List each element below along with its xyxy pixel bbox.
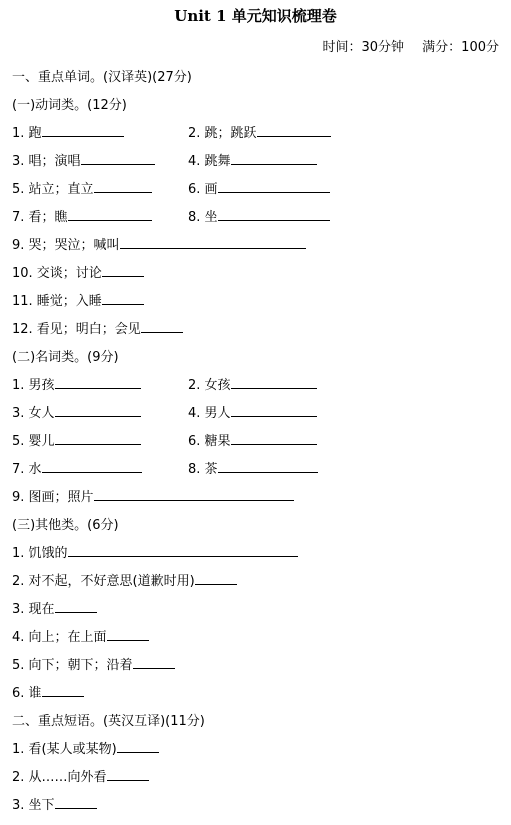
question-item: 4. 跳舞: [188, 150, 317, 169]
question-item: 2. 跳；跳跃: [188, 122, 331, 141]
nouns-heading: (二)名词类。(9分): [12, 350, 119, 365]
answer-blank[interactable]: [94, 488, 294, 501]
answer-blank[interactable]: [218, 460, 318, 473]
time-limit: 时间：30分钟: [322, 40, 405, 55]
answer-blank[interactable]: [218, 208, 330, 221]
question-item: 1. 跑: [12, 122, 124, 141]
answer-blank[interactable]: [231, 152, 317, 165]
question-item: 6. 画: [188, 178, 330, 197]
answer-blank[interactable]: [195, 572, 237, 585]
answer-blank[interactable]: [42, 684, 84, 697]
answer-blank[interactable]: [68, 208, 152, 221]
answer-blank[interactable]: [81, 152, 155, 165]
answer-blank[interactable]: [55, 432, 141, 445]
answer-blank[interactable]: [42, 460, 142, 473]
answer-blank[interactable]: [231, 376, 317, 389]
answer-blank[interactable]: [55, 404, 141, 417]
question-item: 3. 唱；演唱: [12, 150, 155, 169]
answer-blank[interactable]: [94, 180, 152, 193]
question-item: 6. 谁: [12, 682, 84, 701]
answer-blank[interactable]: [55, 376, 141, 389]
question-item: 4. 向上；在上面: [12, 626, 149, 645]
question-item: 12. 看见；明白；会见: [12, 318, 183, 337]
answer-blank[interactable]: [133, 656, 175, 669]
question-item: 3. 女人: [12, 402, 141, 421]
answer-blank[interactable]: [102, 264, 144, 277]
page-title: Unit 1 单元知识梳理卷: [174, 7, 337, 25]
question-item: 6. 糖果: [188, 430, 317, 449]
question-item: 1. 男孩: [12, 374, 141, 393]
question-item: 11. 睡觉；入睡: [12, 290, 144, 309]
question-item: 8. 坐: [188, 206, 330, 225]
section-2-heading: 二、重点短语。(英汉互译)(11分): [12, 714, 205, 729]
answer-blank[interactable]: [55, 796, 97, 809]
answer-blank[interactable]: [117, 740, 159, 753]
question-item: 10. 交谈；讨论: [12, 262, 144, 281]
question-item: 5. 婴儿: [12, 430, 141, 449]
answer-blank[interactable]: [257, 124, 331, 137]
question-item: 5. 向下；朝下；沿着: [12, 654, 175, 673]
answer-blank[interactable]: [120, 236, 306, 249]
question-item: 2. 对不起，不好意思(道歉时用): [12, 570, 237, 589]
answer-blank[interactable]: [107, 768, 149, 781]
question-item: 1. 饥饿的: [12, 542, 298, 561]
question-item: 1. 看(某人或某物): [12, 738, 159, 757]
question-item: 3. 现在: [12, 598, 97, 617]
verbs-heading: (一)动词类。(12分): [12, 98, 127, 113]
section-1-heading: 一、重点单词。(汉译英)(27分): [12, 70, 192, 85]
question-item: 7. 水: [12, 458, 142, 477]
question-item: 9. 哭；哭泣；喊叫: [12, 234, 306, 253]
question-item: 9. 图画；照片: [12, 486, 294, 505]
answer-blank[interactable]: [141, 320, 183, 333]
question-item: 2. 从……向外看: [12, 766, 149, 785]
answer-blank[interactable]: [55, 600, 97, 613]
question-item: 5. 站立；直立: [12, 178, 152, 197]
answer-blank[interactable]: [218, 180, 330, 193]
answer-blank[interactable]: [107, 628, 149, 641]
answer-blank[interactable]: [42, 124, 124, 137]
others-heading: (三)其他类。(6分): [12, 518, 119, 533]
total-score: 满分：100分: [422, 40, 499, 55]
question-item: 8. 茶: [188, 458, 318, 477]
question-item: 2. 女孩: [188, 374, 317, 393]
exam-meta: [322, 36, 499, 55]
answer-blank[interactable]: [231, 432, 317, 445]
question-item: 4. 男人: [188, 402, 317, 421]
question-item: 3. 坐下: [12, 794, 97, 813]
answer-blank[interactable]: [68, 544, 298, 557]
answer-blank[interactable]: [231, 404, 317, 417]
answer-blank[interactable]: [102, 292, 144, 305]
question-item: 7. 看；瞧: [12, 206, 152, 225]
